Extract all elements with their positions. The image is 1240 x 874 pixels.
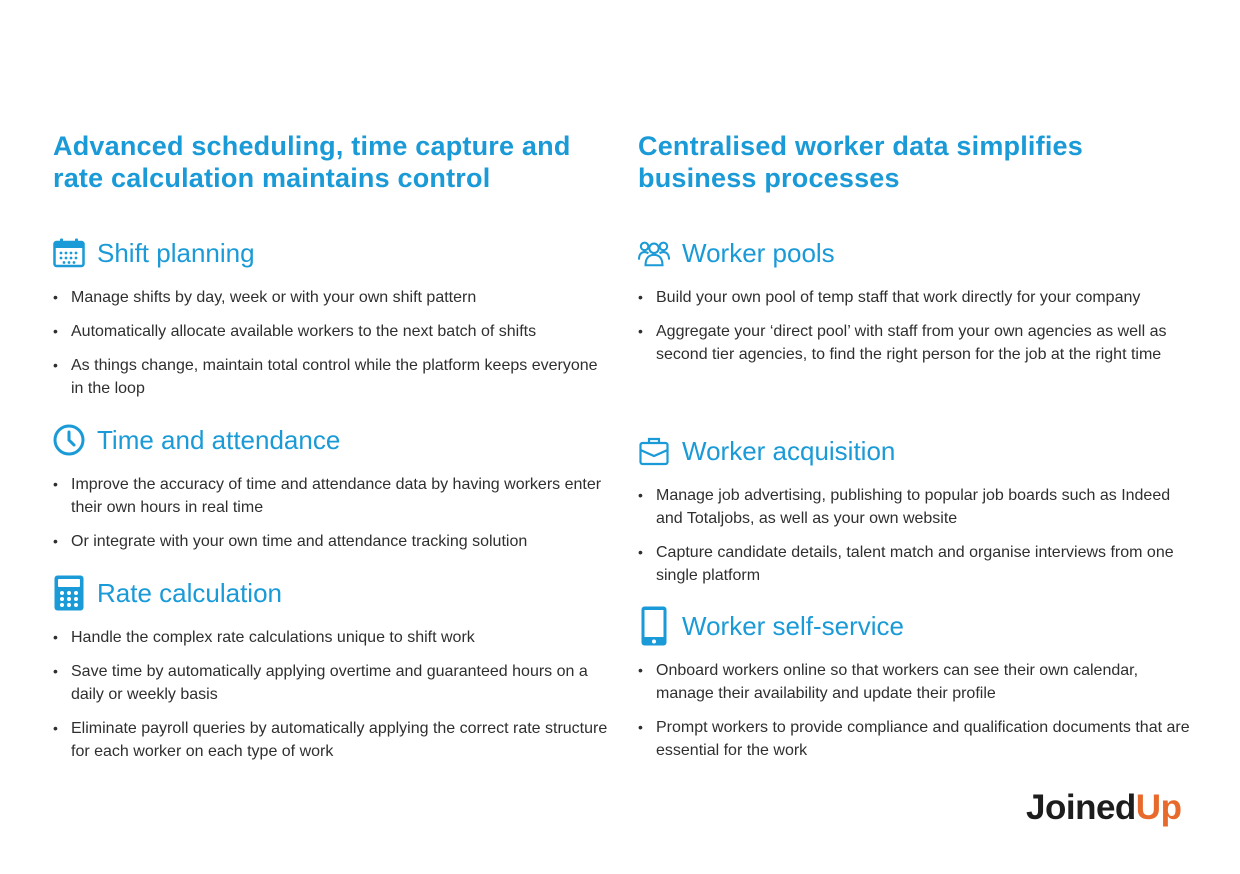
mobile-phone-icon xyxy=(638,610,670,642)
section-title: Rate calculation xyxy=(97,577,282,608)
list-item: • Build your own pool of temp staff that work directly for your company xyxy=(638,286,1198,309)
clock-icon xyxy=(53,424,85,456)
list-item: • Or integrate with your own time and attendance tracking solution xyxy=(53,530,613,553)
logo-text-up: Up xyxy=(1135,788,1182,827)
list-item: • Handle the complex rate calculations unique to shift work xyxy=(53,626,613,649)
list-item: • Eliminate payroll queries by automatically applying the correct rate structure for each worker on each type of work xyxy=(53,717,613,763)
section-title: Worker acquisition xyxy=(682,435,896,466)
list-item: • Improve the accuracy of time and attendance data by having workers enter their own hours in real time xyxy=(53,473,613,519)
section-worker-pools xyxy=(638,233,1198,377)
joinedup-logo xyxy=(1026,788,1181,828)
list-item: • Capture candidate details, talent match and organise interviews from one single platform xyxy=(638,541,1198,587)
list-item: • Prompt workers to provide compliance and qualification documents that are essential for the work xyxy=(638,716,1198,762)
section-header xyxy=(638,233,1198,273)
left-column xyxy=(53,130,613,760)
section-worker-self-service xyxy=(638,606,1198,773)
list-item: • As things change, maintain total control while the platform keeps everyone in the loop xyxy=(53,354,613,400)
section-header xyxy=(53,573,613,613)
section-header xyxy=(638,606,1198,646)
briefcase-icon xyxy=(638,435,670,467)
people-group-icon xyxy=(638,237,670,269)
section-title: Worker self-service xyxy=(682,610,905,641)
logo-text-joined: Joined xyxy=(1026,788,1136,827)
right-heading: Centralised worker data simplifies business processes xyxy=(638,131,1083,193)
bullet-list xyxy=(53,626,613,763)
bullet-list xyxy=(638,659,1198,762)
section-header xyxy=(53,420,613,460)
bullet-list xyxy=(638,286,1198,366)
list-item: • Automatically allocate available workers to the next batch of shifts xyxy=(53,320,613,343)
section-title: Time and attendance xyxy=(97,424,341,455)
bullet-list xyxy=(53,473,613,553)
bullet-list xyxy=(638,484,1198,587)
right-column xyxy=(638,130,1198,759)
section-time-attendance xyxy=(53,420,613,564)
section-title: Worker pools xyxy=(682,237,835,268)
section-header xyxy=(638,431,1198,471)
section-header xyxy=(53,233,613,273)
calculator-icon xyxy=(53,577,85,609)
list-item: • Save time by automatically applying overtime and guaranteed hours on a daily or weekly basis xyxy=(53,660,613,706)
list-item: • Aggregate your ‘direct pool’ with staff from your own agencies as well as second tier agencies, to find the right person for the job at the right time xyxy=(638,320,1198,366)
section-shift-planning xyxy=(53,233,613,411)
section-worker-acquisition xyxy=(638,431,1198,598)
section-title: Shift planning xyxy=(97,237,255,268)
list-item: • Manage job advertising, publishing to popular job boards such as Indeed and Totaljobs, as well as your own website xyxy=(638,484,1198,530)
calendar-icon xyxy=(53,237,85,269)
bullet-list xyxy=(53,286,613,400)
section-rate-calculation xyxy=(53,573,613,774)
list-item: • Manage shifts by day, week or with your own shift pattern xyxy=(53,286,613,309)
left-heading: Advanced scheduling, time capture and rate calculation maintains control xyxy=(53,131,571,193)
list-item: • Onboard workers online so that workers can see their own calendar, manage their availability and update their profile xyxy=(638,659,1198,705)
